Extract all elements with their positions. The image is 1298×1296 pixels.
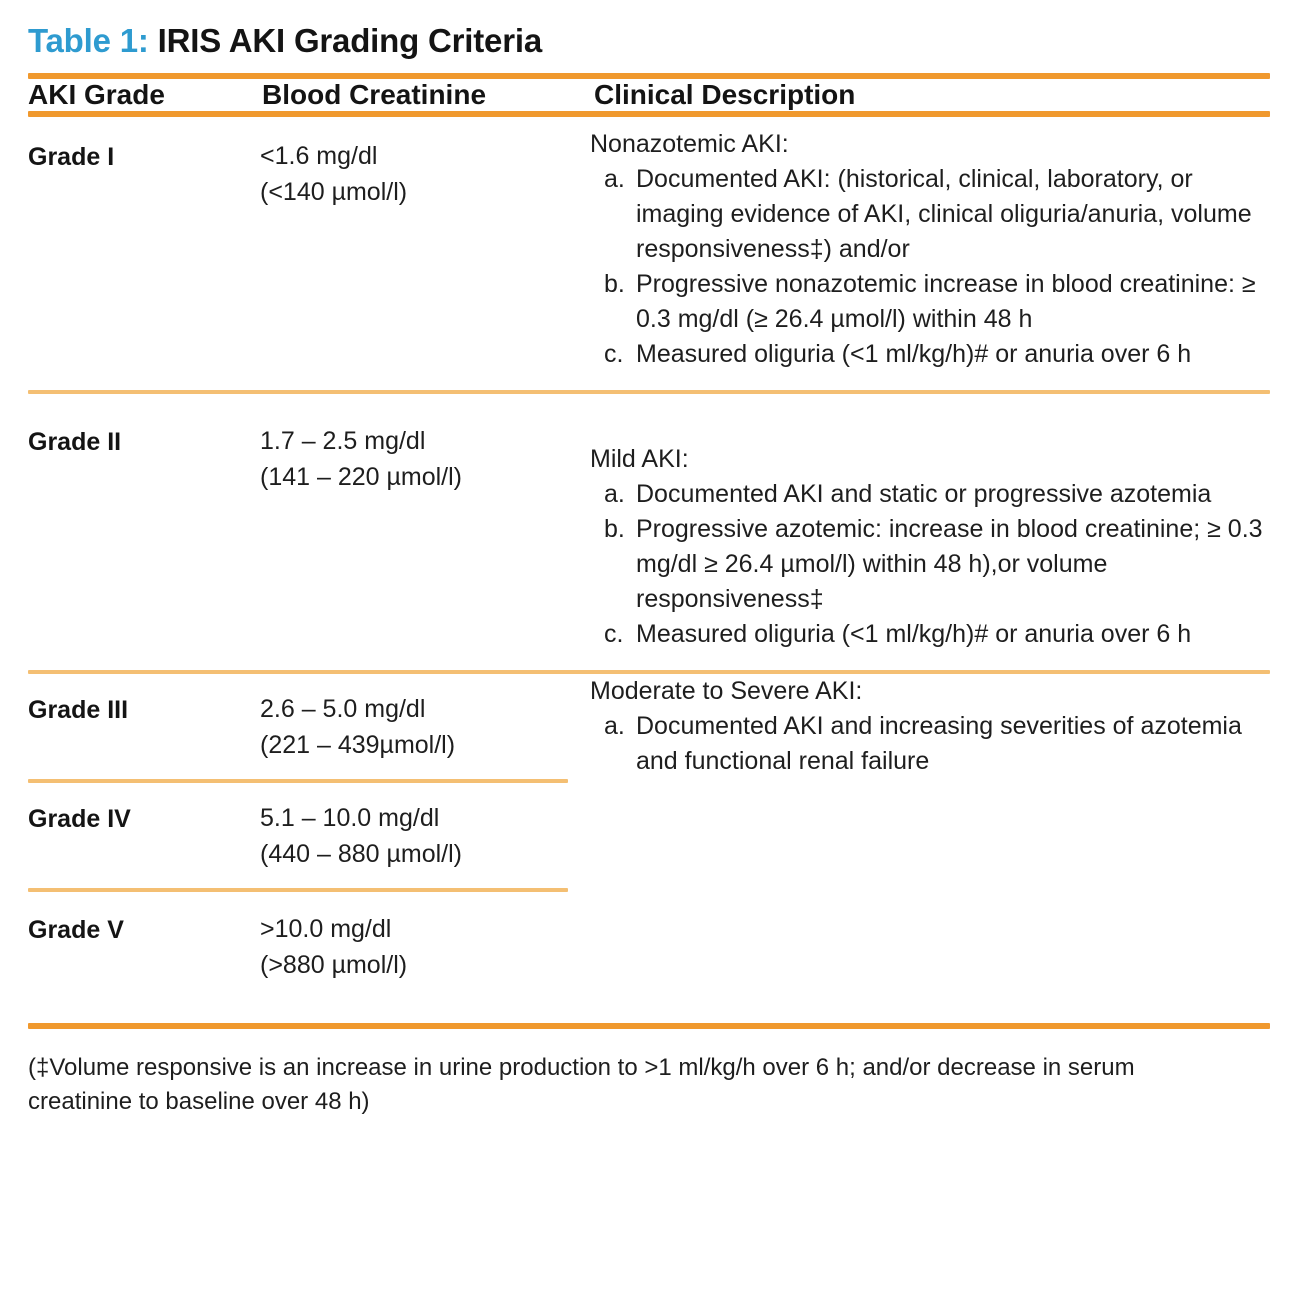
creatinine-mgdl: 5.1 – 10.0 mg/dl — [260, 804, 440, 833]
table-footnote: (‡Volume responsive is an increase in urine production to >1 ml/kg/h over 6 h; and/or decrease in serum creatinine to baseline over 48 h) — [28, 1054, 1135, 1116]
row-grade-label: Grade III — [28, 696, 129, 725]
row-clinical-description — [590, 394, 1270, 670]
list-item-text: Documented AKI and increasing severities of azotemia and functional renal failure — [636, 712, 1242, 776]
creatinine-umoll: (>880 µmol/l) — [260, 950, 408, 979]
table-row — [28, 117, 1270, 390]
list-item-marker: a. — [604, 712, 625, 741]
list-item — [590, 337, 1270, 372]
column-header-clinical-description: Clinical Description — [594, 79, 856, 111]
creatinine-umoll: (141 – 220 µmol/l) — [260, 462, 463, 491]
row-creatinine-value — [260, 394, 590, 670]
description-item-list — [590, 162, 1270, 372]
spanned-clinical-description — [590, 674, 1270, 1005]
description-heading: Moderate to Severe AKI: — [590, 677, 863, 706]
row-creatinine-value — [260, 674, 590, 779]
list-item-marker: c. — [604, 340, 624, 369]
row-creatinine-value — [260, 783, 590, 888]
table-row — [28, 674, 1270, 779]
list-item — [590, 267, 1270, 337]
list-item — [590, 709, 1270, 779]
row-creatinine-value — [260, 892, 590, 1005]
description-heading: Mild AKI: — [590, 445, 689, 474]
creatinine-mgdl: 1.7 – 2.5 mg/dl — [260, 427, 426, 456]
table-header-row — [28, 79, 1270, 111]
table-row — [28, 394, 1270, 670]
list-item-text: Progressive nonazotemic increase in blood creatinine: ≥ 0.3 mg/dl (≥ 26.4 µmol/l) within 48 h — [636, 270, 1256, 334]
column-header-blood-creatinine: Blood Creatinine — [262, 79, 487, 111]
list-item — [590, 477, 1270, 512]
row-grade-label: Grade IV — [28, 805, 131, 834]
row-grade-label: Grade I — [28, 143, 115, 172]
list-item-marker: b. — [604, 270, 625, 299]
creatinine-umoll: (440 – 880 µmol/l) — [260, 839, 463, 868]
list-item-marker: a. — [604, 480, 625, 509]
creatinine-umoll: (<140 µmol/l) — [260, 177, 408, 206]
description-item-list — [590, 477, 1270, 652]
column-header-aki-grade: AKI Grade — [28, 79, 165, 111]
creatinine-mgdl: <1.6 mg/dl — [260, 142, 378, 171]
description-heading: Nonazotemic AKI: — [590, 130, 789, 159]
list-item — [590, 162, 1270, 267]
list-item — [590, 512, 1270, 617]
list-item — [590, 617, 1270, 652]
table-number-label: Table 1: — [28, 22, 149, 59]
description-item-list — [590, 709, 1270, 779]
creatinine-mgdl: 2.6 – 5.0 mg/dl — [260, 695, 426, 724]
row-grade-label: Grade II — [28, 428, 122, 457]
creatinine-umoll: (221 – 439µmol/l) — [260, 730, 456, 759]
list-item-text: Measured oliguria (<1 ml/kg/h)# or anuria over 6 h — [636, 620, 1192, 649]
list-item-text: Progressive azotemic: increase in blood creatinine; ≥ 0.3 mg/dl ≥ 26.4 µmol/l) within 48 h),or volume responsiveness‡ — [636, 515, 1263, 614]
list-item-text: Measured oliguria (<1 ml/kg/h)# or anuria over 6 h — [636, 340, 1192, 369]
table-title-text: IRIS AKI Grading Criteria — [148, 22, 542, 59]
list-item-text: Documented AKI and static or progressive azotemia — [636, 480, 1212, 509]
row-creatinine-value — [260, 117, 590, 390]
creatinine-mgdl: >10.0 mg/dl — [260, 915, 392, 944]
row-clinical-description — [590, 117, 1270, 390]
list-item-marker: b. — [604, 515, 625, 544]
iris-aki-grading-table — [28, 79, 1270, 1005]
list-item-marker: a. — [604, 165, 625, 194]
bottom-rule-wrap — [28, 1005, 1270, 1029]
list-item-text: Documented AKI: (historical, clinical, laboratory, or imaging evidence of AKI, clinical oliguria/anuria, volume responsiveness‡) and/or — [636, 165, 1252, 264]
row-grade-label: Grade V — [28, 916, 124, 945]
page-title — [28, 0, 1270, 61]
list-item-marker: c. — [604, 620, 624, 649]
